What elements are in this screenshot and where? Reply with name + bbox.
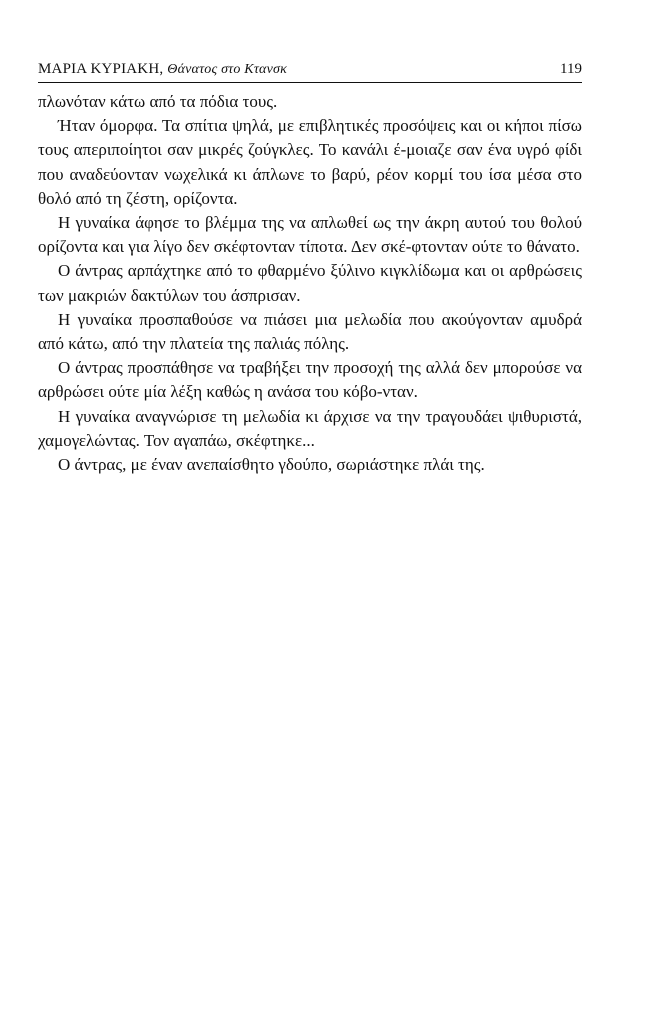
page-number: 119 <box>560 61 582 77</box>
paragraph: Ο άντρας προσπάθησε να τραβήξει την προσοχή της αλλά δεν μπορούσε να αρθρώσει ούτε μία λέξη καθώς η ανάσα του κόβο-νταν. <box>38 358 582 402</box>
paragraph: Η γυναίκα άφησε το βλέμμα της να απλωθεί ως την άκρη αυτού του θολού ορίζοντα και για λίγο δεν σκέφτονταν τίποτα. Δεν σκέ-φτονταν ούτε το θάνατο. <box>38 213 582 257</box>
header-rule <box>38 82 582 83</box>
body-text <box>38 90 582 477</box>
paragraph: Η γυναίκα αναγνώρισε τη μελωδία κι άρχισε να την τραγουδάει ψιθυριστά, χαμογελώντας. Τον αγαπάω, σκέφτηκε... <box>38 406 582 450</box>
paragraph-continuation: πλωνόταν κάτω από τα πόδια τους. <box>38 92 278 111</box>
author-name: ΜΑΡΙΑ ΚΥΡΙΑΚΗ, <box>38 61 164 77</box>
running-head <box>38 58 582 80</box>
paragraph: Η γυναίκα προσπαθούσε να πιάσει μια μελωδία που ακούγονταν αμυδρά από κάτω, από την πλατεία της παλιάς πόλης. <box>38 309 582 354</box>
running-head-text <box>38 58 287 81</box>
paragraph: Ήταν όμορφα. Τα σπίτια ψηλά, με επιβλητικές προσόψεις και οι κήποι πίσω τους απεριποίητοι σαν μικρές ζούγκλες. Το κανάλι έ-μοιαζε σαν ένα υγρό φίδι που αναδεύονταν νωχελικά κι άπλωνε το βαρύ, ρέον κορμί του ίσα μέσα στο θολό από τη ζέστη, ορίζοντα. <box>38 116 582 208</box>
paragraph: Ο άντρας αρπάχτηκε από το φθαρμένο ξύλινο κιγκλίδωμα και οι αρθρώσεις των μακριών δακτύλων του άσπρισαν. <box>38 261 582 305</box>
paragraph: Ο άντρας, με έναν ανεπαίσθητο γδούπο, σωριάστηκε πλάι της. <box>58 455 485 475</box>
book-title: Θάνατος στο Κτανσκ <box>167 62 288 77</box>
